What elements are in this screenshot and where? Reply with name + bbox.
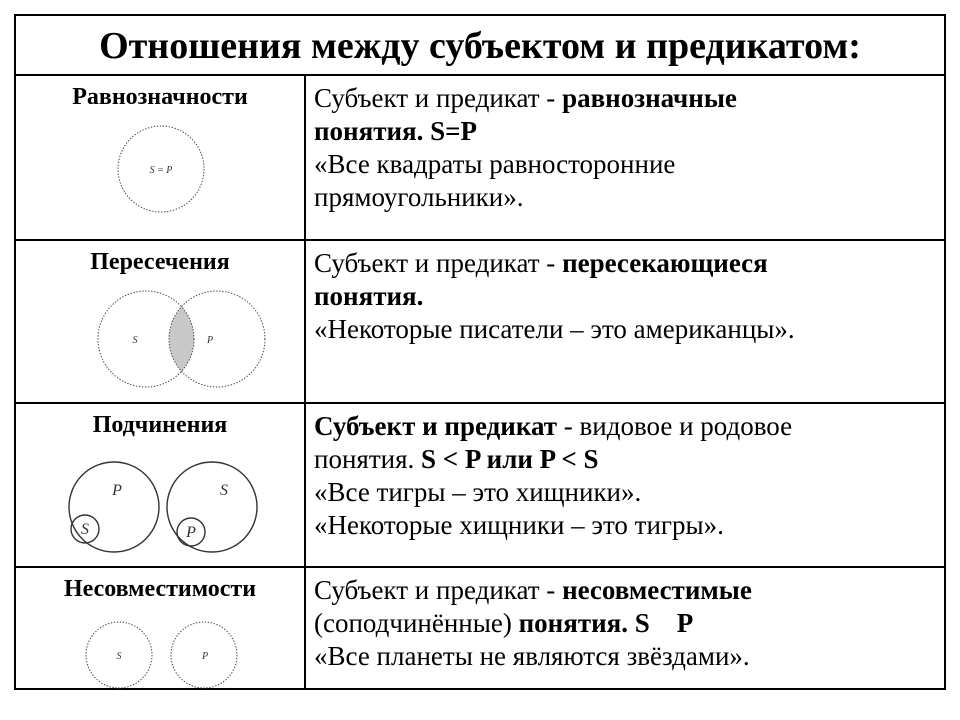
desc-line: Субъект и предикат - видовое и родовое [314,411,793,441]
equal-circle-label: S = P [149,165,173,176]
desc-line: Субъект и предикат - равнозначные [314,83,737,113]
predicate-label: P [201,651,209,662]
row-intersection [16,241,944,404]
desc-line: понятия. [314,281,424,311]
inner-p-label: P [186,524,196,541]
desc-line: прямоугольники». [314,182,524,212]
row-label: Равнозначности [72,84,248,110]
desc-line: понятия. S=P [314,116,478,146]
desc-line: «Все тигры – это хищники». [314,477,642,507]
subject-label: S [116,651,122,662]
row-description [314,82,934,214]
intersection-area [169,291,265,387]
incompatibility-diagram [16,568,304,690]
row-label-cell [16,241,304,402]
row-description [314,574,934,673]
row-subordination [16,404,944,568]
desc-line: «Некоторые писатели – это американцы». [314,314,795,344]
row-label: Подчинения [92,412,228,438]
row-equivalence [16,76,944,241]
desc-line: «Все квадраты равносторонние [314,149,676,179]
table-frame [14,14,946,690]
desc-line: понятия. S < P или P < S [314,444,599,474]
row-label-cell [16,76,304,239]
column-divider [304,76,306,690]
predicate-label: P [206,335,214,346]
row-label-cell [16,404,304,566]
subject-label: S [132,335,138,346]
row-description [314,247,934,346]
desc-line: «Некоторые хищники – это тигры». [314,510,724,540]
page-title: Отношения между субъектом и предикатом: [16,16,944,76]
desc-line: Субъект и предикат - пересекающиеся [314,248,768,278]
outer-circle-p [69,462,159,552]
equivalence-diagram [16,76,304,241]
inner-s-label: S [81,521,89,538]
desc-line: (соподчинённые) понятия. S P [314,608,694,638]
row-description [314,410,934,542]
desc-line: Субъект и предикат - несовместимые [314,575,752,605]
outer-p-label: P [112,482,122,499]
row-label-cell [16,568,304,690]
desc-line: «Все планеты не являются звёздами». [314,641,750,671]
row-incompatibility [16,568,944,690]
subordination-diagram [16,404,304,568]
intersection-diagram [16,241,304,404]
row-label: Пересечения [90,249,230,275]
row-label: Несовместимости [63,576,257,602]
outer-circle-s [167,462,257,552]
outer-s-label: S [220,482,228,499]
